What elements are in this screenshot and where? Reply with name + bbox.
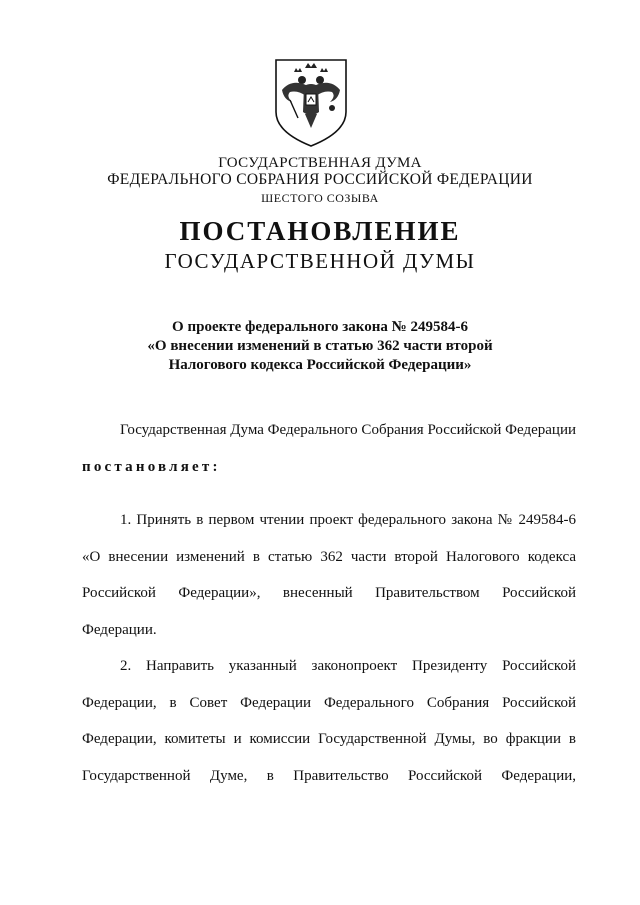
item-2-paragraph: 2. Направить указанный законопроект Президенту Российской Федерации, в Совет Федерации Федерального Собрания Российской Федерации, комитеты и комиссии Государственной Думы, во фракции в Государственной Думе, в Правительство Российской Федерации, <box>82 658 576 784</box>
resolves-word: постановляет: <box>82 458 221 475</box>
intro-text: Государственная Дума Федерального Собрания Российской Федерации <box>120 422 576 438</box>
russian-coat-of-arms-icon <box>272 56 350 148</box>
subject-line: О проекте федерального закона № 249584-6 <box>172 319 468 335</box>
subject-line: «О внесении изменений в статью 362 части второй <box>147 338 493 354</box>
header-line-federal-assembly: ФЕДЕРАЛЬНОГО СОБРАНИЯ РОССИЙСКОЙ ФЕДЕРАЦИИ <box>107 171 533 188</box>
header-line-convocation: ШЕСТОГО СОЗЫВА <box>261 191 379 205</box>
header-line-duma: ГОСУДАРСТВЕННАЯ ДУМА <box>218 155 422 171</box>
document-subtitle: ГОСУДАРСТВЕННОЙ ДУМЫ <box>164 249 476 273</box>
subject-line: Налогового кодекса Российской Федерации» <box>168 357 472 373</box>
item-1-paragraph: 1. Принять в первом чтении проект федерального закона № 249584-6 «О внесении изменений в статью 362 части второй Налогового кодекса Российской Федерации», внесенный Правительством Российской Федерации. <box>82 512 576 638</box>
document-title: ПОСТАНОВЛЕНИЕ <box>179 216 461 246</box>
document-subject <box>100 318 540 375</box>
intro-paragraph <box>82 412 576 485</box>
